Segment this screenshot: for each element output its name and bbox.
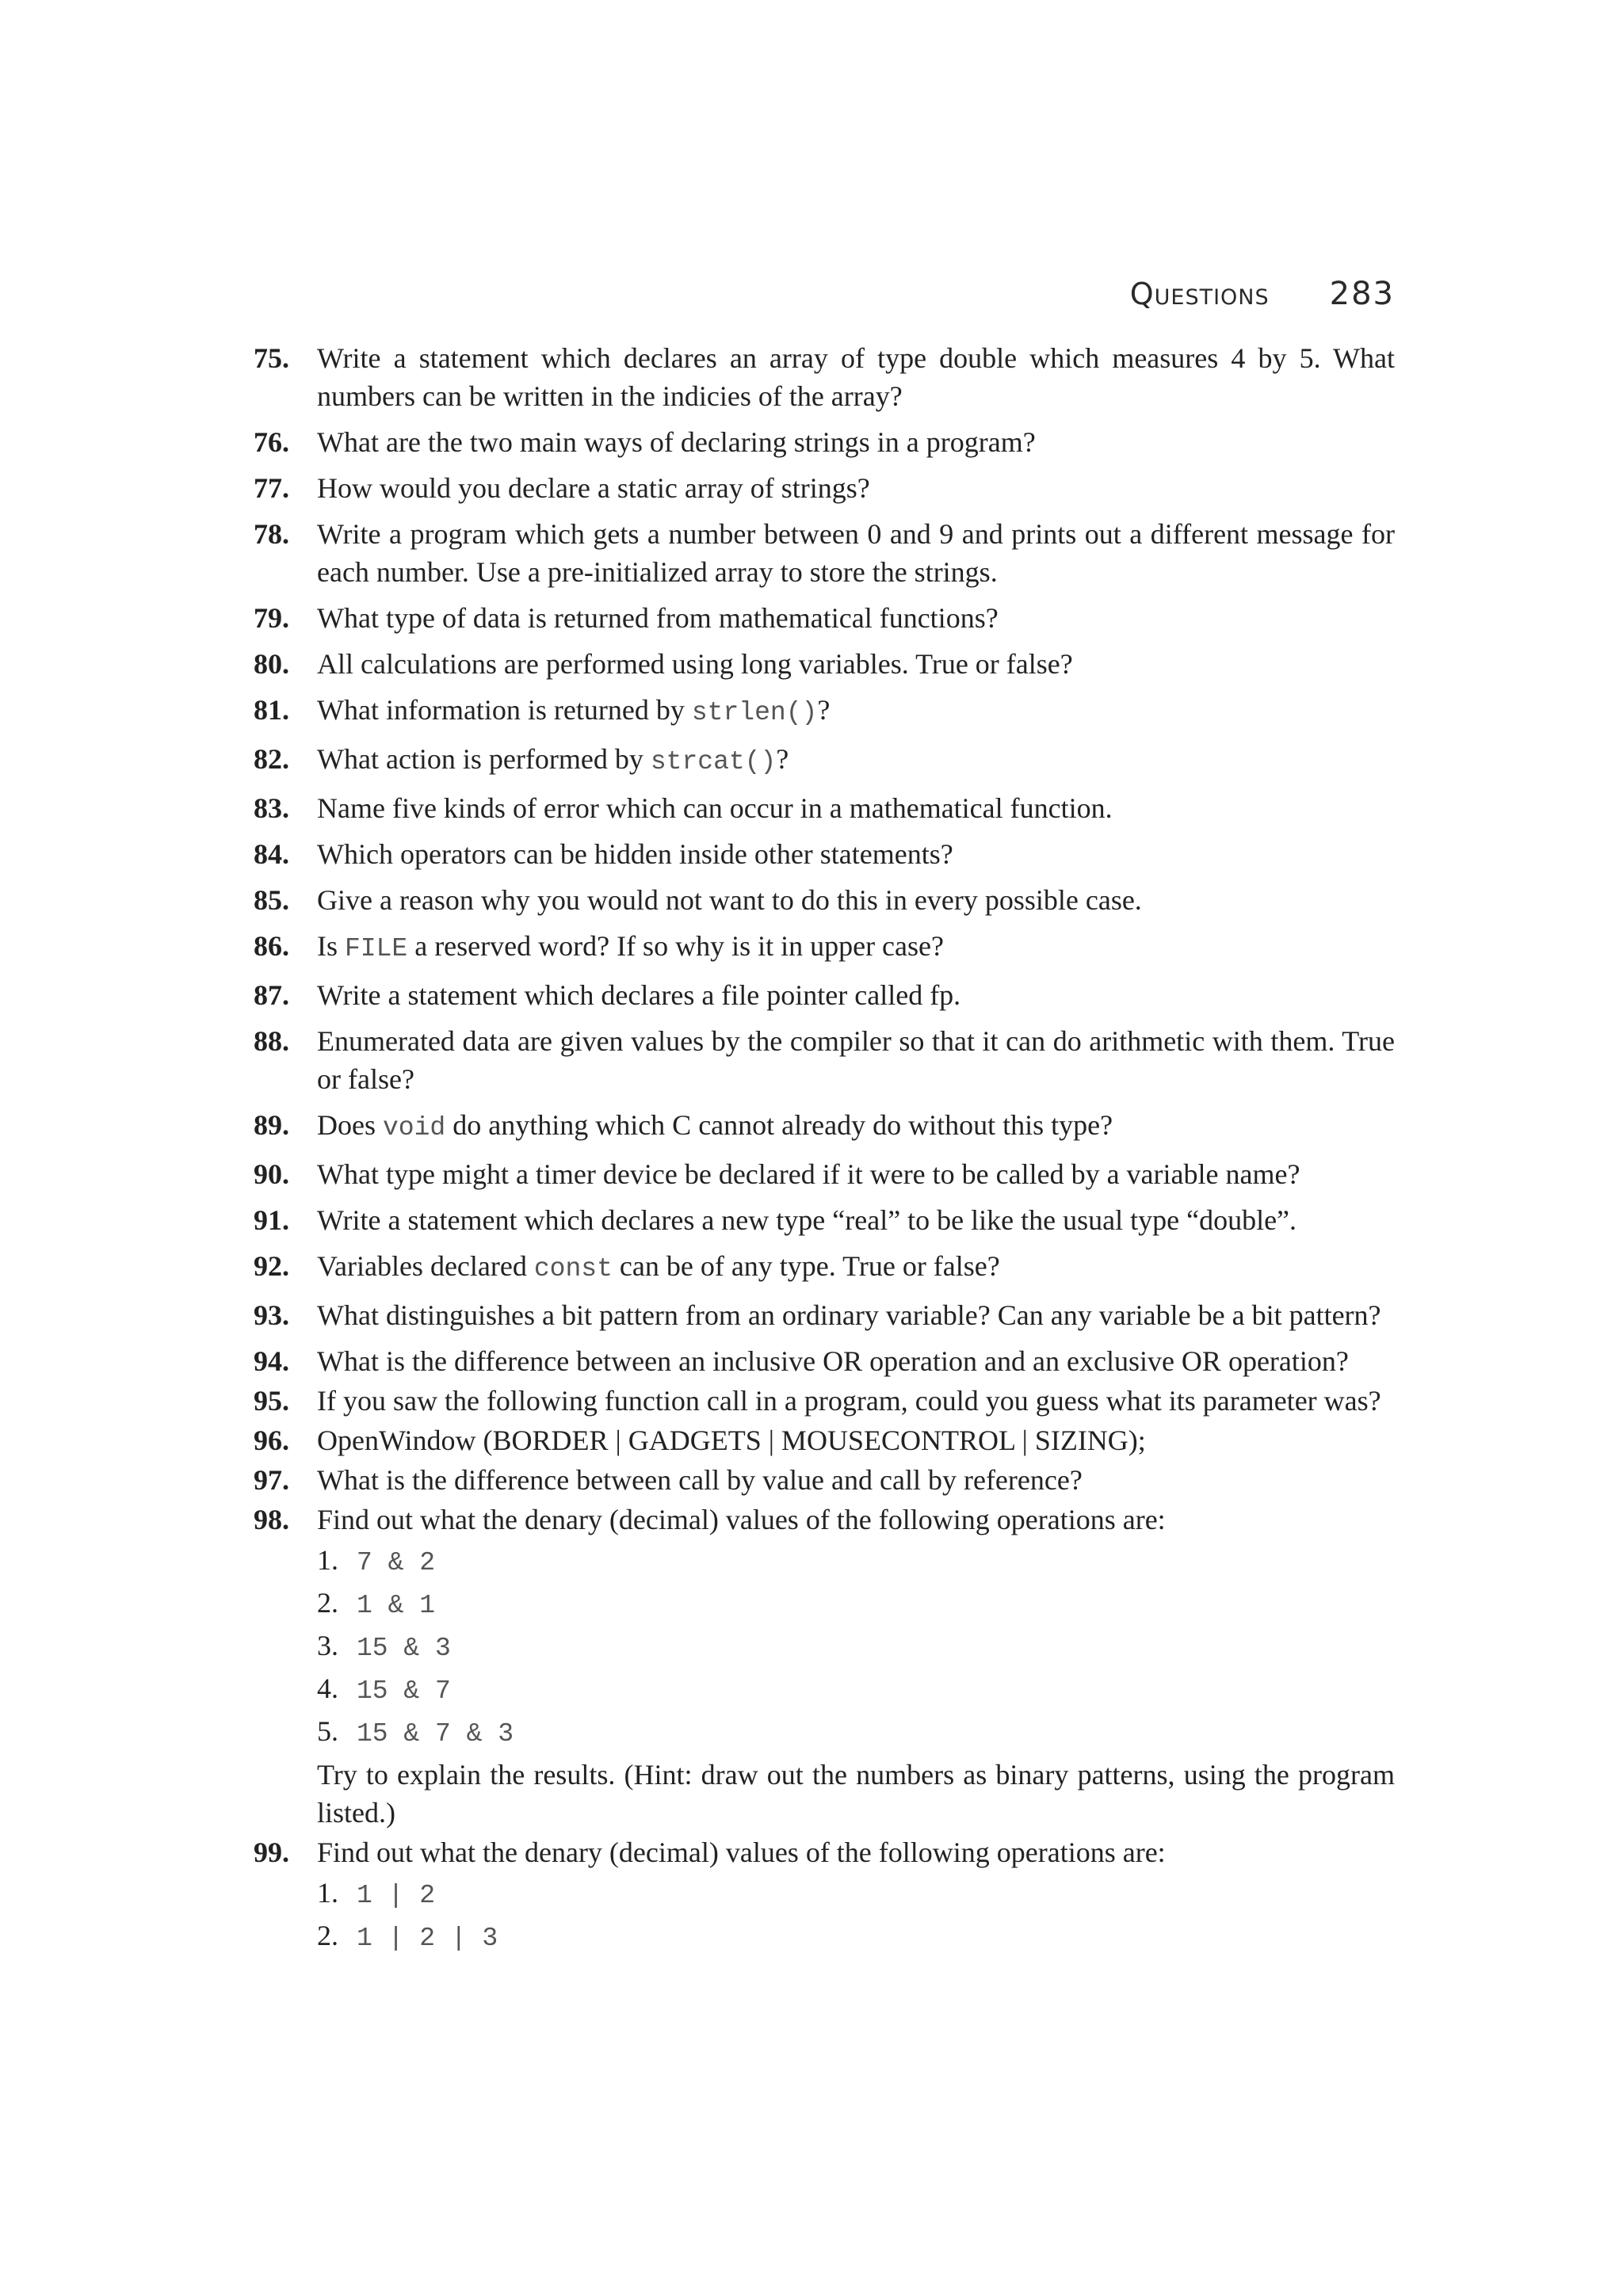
- sub-item: [317, 1626, 1395, 1669]
- text-run: What distinguishes a bit pattern from an ordinary variable? Can any variable be a bit pattern?: [317, 1299, 1381, 1331]
- text-run: Write a statement which declares a new type “real” to be like the usual type “double”.: [317, 1204, 1297, 1236]
- question-number: 97.: [254, 1464, 289, 1496]
- sub-list: [317, 1540, 1395, 1754]
- question-item: [254, 1022, 1395, 1098]
- text-run: a reserved word? If so why is it in upper case?: [407, 930, 944, 962]
- question-number: 76.: [254, 426, 289, 458]
- question-body: [317, 339, 1395, 415]
- question-number: 98.: [254, 1504, 289, 1535]
- question-body: [317, 881, 1395, 919]
- sub-item-number: 2.: [317, 1920, 338, 1951]
- sub-item-number: 5.: [317, 1715, 338, 1747]
- question-number: 90.: [254, 1158, 289, 1190]
- question-text: [317, 1247, 1395, 1288]
- code-expression: 15 & 7: [357, 1676, 451, 1706]
- text-run: What information is returned by: [317, 694, 692, 726]
- question-item: [254, 1106, 1395, 1147]
- question-text: [317, 1022, 1395, 1098]
- question-item: [254, 1296, 1395, 1334]
- question-body: [317, 1501, 1395, 1832]
- question-text: [317, 1155, 1395, 1193]
- question-text: [317, 1296, 1395, 1334]
- question-body: [317, 645, 1395, 683]
- sub-item-number: 3.: [317, 1630, 338, 1661]
- question-text: [317, 740, 1395, 781]
- sub-item-number: 1.: [317, 1544, 338, 1576]
- question-text: [317, 1501, 1395, 1539]
- question-number: 84.: [254, 838, 289, 870]
- text-run: Enumerated data are given values by the compiler so that it can do arithmetic with them. True or false?: [317, 1025, 1395, 1095]
- text-run: How would you declare a static array of strings?: [317, 472, 870, 504]
- question-body: [317, 927, 1395, 968]
- question-item: [254, 691, 1395, 732]
- text-run: What type might a timer device be declared if it were to be called by a variable name?: [317, 1158, 1300, 1190]
- question-item: [254, 339, 1395, 415]
- question-item: [254, 515, 1395, 591]
- code-token: strlen(): [691, 698, 818, 727]
- question-item: [254, 645, 1395, 683]
- code-token: FILE: [345, 934, 408, 963]
- question-text: [317, 645, 1395, 683]
- question-text: [317, 423, 1395, 461]
- code-expression: 7 & 2: [357, 1548, 436, 1577]
- question-item: [254, 789, 1395, 827]
- text-run: do anything which C cannot already do without this type?: [445, 1109, 1113, 1141]
- code-token: const: [533, 1254, 613, 1283]
- question-body: [317, 423, 1395, 461]
- text-run: ?: [817, 694, 831, 726]
- question-text: [317, 515, 1395, 591]
- text-run: What are the two main ways of declaring strings in a program?: [317, 426, 1036, 458]
- sub-item-number: 2.: [317, 1587, 338, 1619]
- question-number: 81.: [254, 694, 289, 726]
- question-number: 89.: [254, 1109, 289, 1141]
- question-item: [254, 1501, 1395, 1832]
- code-expression: 15 & 3: [357, 1634, 451, 1663]
- text-run: If you saw the following function call in a program, could you guess what its parameter was?: [317, 1385, 1381, 1417]
- question-item: [254, 835, 1395, 873]
- sub-item: [317, 1540, 1395, 1583]
- question-number: 93.: [254, 1299, 289, 1331]
- sub-item-number: 4.: [317, 1672, 338, 1704]
- question-body: [317, 1155, 1395, 1193]
- text-run: Write a statement which declares a file pointer called fp.: [317, 979, 961, 1011]
- code-token: void: [383, 1113, 446, 1142]
- question-number: 92.: [254, 1250, 289, 1282]
- text-run: Variables declared: [317, 1250, 534, 1282]
- code-token: strcat(): [650, 747, 777, 776]
- question-number: 80.: [254, 648, 289, 680]
- question-item: [254, 1421, 1395, 1459]
- text-run: OpenWindow (BORDER | GADGETS | MOUSECONTROL | SIZING);: [317, 1425, 1146, 1456]
- code-expression: 1 & 1: [357, 1591, 436, 1620]
- text-run: Name five kinds of error which can occur in a mathematical function.: [317, 792, 1113, 824]
- question-item: [254, 976, 1395, 1014]
- question-body: [317, 1201, 1395, 1239]
- question-body: [317, 469, 1395, 507]
- question-body: [317, 835, 1395, 873]
- question-body: [317, 1022, 1395, 1098]
- question-item: [254, 469, 1395, 507]
- question-item: [254, 1382, 1395, 1420]
- text-run: Find out what the denary (decimal) values of the following operations are:: [317, 1504, 1166, 1535]
- text-run: Give a reason why you would not want to do this in every possible case.: [317, 884, 1142, 916]
- sub-item: [317, 1669, 1395, 1711]
- question-body: [317, 599, 1395, 637]
- section-title: Questions: [1129, 277, 1270, 311]
- question-body: [317, 1342, 1395, 1380]
- question-text: [317, 976, 1395, 1014]
- question-body: [317, 976, 1395, 1014]
- text-run: can be of any type. True or false?: [612, 1250, 1000, 1282]
- question-item: [254, 1201, 1395, 1239]
- code-expression: 15 & 7 & 3: [357, 1719, 514, 1749]
- sub-item: [317, 1583, 1395, 1626]
- text-run: What is the difference between an inclusive OR operation and an exclusive OR operation?: [317, 1345, 1349, 1377]
- question-text: [317, 599, 1395, 637]
- question-number: 82.: [254, 743, 289, 775]
- question-text: [317, 469, 1395, 507]
- sub-item: [317, 1916, 1395, 1958]
- sub-item: [317, 1873, 1395, 1916]
- text-run: What action is performed by: [317, 743, 651, 775]
- text-run: Which operators can be hidden inside other statements?: [317, 838, 953, 870]
- question-text: [317, 1106, 1395, 1147]
- question-text: [317, 1201, 1395, 1239]
- question-number: 95.: [254, 1385, 289, 1417]
- question-text: [317, 927, 1395, 968]
- question-number: 94.: [254, 1345, 289, 1377]
- question-item: [254, 1461, 1395, 1499]
- question-body: [317, 1833, 1395, 1958]
- question-text: [317, 881, 1395, 919]
- question-number: 77.: [254, 472, 289, 504]
- sub-item-number: 1.: [317, 1877, 338, 1909]
- question-item: [254, 740, 1395, 781]
- question-item: [254, 1155, 1395, 1193]
- question-number: 75.: [254, 342, 289, 374]
- question-number: 83.: [254, 792, 289, 824]
- question-number: 91.: [254, 1204, 289, 1236]
- question-number: 85.: [254, 884, 289, 916]
- text-run: Find out what the denary (decimal) values of the following operations are:: [317, 1836, 1166, 1868]
- running-head: [1130, 276, 1395, 323]
- question-number: 78.: [254, 518, 289, 550]
- question-body: [317, 691, 1395, 732]
- question-item: [254, 927, 1395, 968]
- question-number: 88.: [254, 1025, 289, 1057]
- question-body: [317, 1421, 1395, 1459]
- question-number: 87.: [254, 979, 289, 1011]
- question-body: [317, 1247, 1395, 1288]
- question-text: [317, 1461, 1395, 1499]
- text-run: Is: [317, 930, 345, 962]
- question-item: [254, 423, 1395, 461]
- question-number: 86.: [254, 930, 289, 962]
- sub-item: [317, 1711, 1395, 1754]
- question-item: [254, 599, 1395, 637]
- question-note: Try to explain the results. (Hint: draw out the numbers as binary patterns, using the program listed.): [317, 1759, 1395, 1829]
- question-text: [317, 1421, 1395, 1459]
- sub-list: [317, 1873, 1395, 1958]
- question-body: [317, 1106, 1395, 1147]
- question-item: [254, 1342, 1395, 1380]
- text-run: All calculations are performed using long variables. True or false?: [317, 648, 1073, 680]
- question-list: [254, 339, 1395, 1960]
- question-text: [317, 339, 1395, 415]
- code-expression: 1 | 2 | 3: [357, 1924, 498, 1953]
- question-item: [254, 881, 1395, 919]
- question-body: [317, 789, 1395, 827]
- text-run: Does: [317, 1109, 383, 1141]
- question-number: 96.: [254, 1425, 289, 1456]
- question-number: 79.: [254, 602, 289, 634]
- question-text: [317, 1833, 1395, 1871]
- text-run: ?: [776, 743, 789, 775]
- question-text: [317, 835, 1395, 873]
- text-run: Write a statement which declares an array of type double which measures 4 by 5. What numbers can be written in the indicies of the array?: [317, 342, 1395, 412]
- question-body: [317, 1461, 1395, 1499]
- question-body: [317, 1382, 1395, 1420]
- question-item: [254, 1833, 1395, 1958]
- question-text: [317, 1342, 1395, 1380]
- question-body: [317, 740, 1395, 781]
- question-body: [317, 1296, 1395, 1334]
- text-run: Write a program which gets a number between 0 and 9 and prints out a different message for each number. Use a pre-initialized array to store the strings.: [317, 518, 1395, 588]
- question-body: [317, 515, 1395, 591]
- page-number: 283: [1329, 276, 1395, 312]
- question-number: 99.: [254, 1836, 289, 1868]
- question-item: [254, 1247, 1395, 1288]
- text-run: What is the difference between call by value and call by reference?: [317, 1464, 1083, 1496]
- text-run: What type of data is returned from mathematical functions?: [317, 602, 999, 634]
- question-text: [317, 789, 1395, 827]
- code-expression: 1 | 2: [357, 1881, 436, 1910]
- question-text: [317, 691, 1395, 732]
- question-text: [317, 1382, 1395, 1420]
